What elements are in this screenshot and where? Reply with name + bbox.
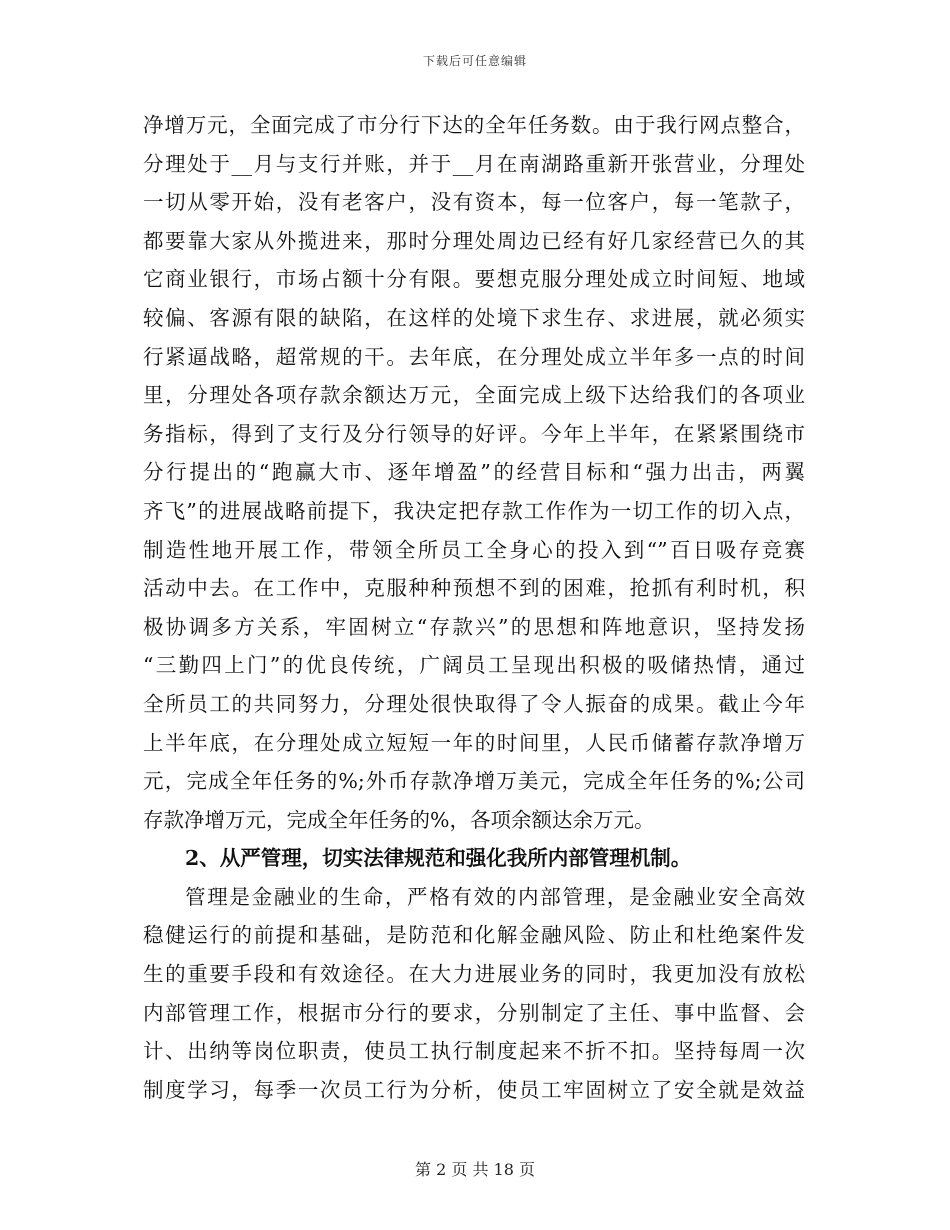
- text-line: 行紧逼战略，超常规的干。去年底，在分理处成立半年多一点的时间: [143, 344, 805, 369]
- text-line: 都要靠大家从外揽进来，那时分理处周边已经有好几家经营已久的其: [143, 228, 805, 253]
- text-line: 稳健运行的前提和基础，是防范和化解金融风险、防止和杜绝案件发: [143, 923, 805, 948]
- section-heading: 2、从严管理，切实法律规范和强化我所内部管理机制。: [185, 846, 692, 871]
- text-line: 元，完成全年任务的%;外币存款净增万美元，完成全年任务的%;公司: [143, 769, 805, 794]
- text-line: 制度学习，每季一次员工行为分析，使员工牢固树立了安全就是效益: [143, 1077, 805, 1102]
- text-line: 内部管理工作，根据市分行的要求，分别制定了主任、事中监督、会: [143, 1000, 805, 1025]
- text-line: 净增万元，全面完成了市分行下达的全年任务数。由于我行网点整合，: [143, 113, 805, 137]
- text-line: 存款净增万元，完成全年任务的%，各项余额达余万元。: [143, 807, 655, 832]
- text-line: 它商业银行，市场占额十分有限。要想克服分理处成立时间短、地域: [143, 267, 805, 292]
- page-header: 下载后可任意编辑: [422, 54, 527, 68]
- text-line: 里，分理处各项存款余额达万元，全面完成上级下达给我们的各项业: [143, 383, 805, 408]
- text-line: 活动中去。在工作中，克服种种预想不到的困难，抢抓有利时机，积: [143, 576, 805, 601]
- text-line: 务指标，得到了支行及分行领导的好评。今年上半年，在紧紧围绕市: [143, 421, 805, 446]
- text-line: 一切从零开始，没有老客户，没有资本，每一位客户，每一笔款子，: [143, 190, 805, 215]
- text-line: 管理是金融业的生命，严格有效的内部管理，是金融业安全高效: [185, 884, 805, 909]
- text-line: 计、出纳等岗位职责，使员工执行制度起来不折不扣。坚持每周一次: [143, 1039, 805, 1064]
- text-line: 齐飞”的进展战略前提下，我决定把存款工作作为一切工作的切入点，: [143, 498, 805, 523]
- text-line: 制造性地开展工作，带领全所员工全身心的投入到“”百日吸存竞赛: [143, 537, 805, 562]
- text-line: 极协调多方关系，牢固树立“存款兴”的思想和阵地意识，坚持发扬: [143, 614, 805, 639]
- text-line: 分行提出的“跑赢大市、逐年增盈”的经营目标和“强力出击，两翼: [143, 460, 805, 485]
- text-line: 上半年底，在分理处成立短短一年的时间里，人民币储蓄存款净增万: [143, 730, 805, 755]
- page-number-footer: 第 2 页 共 18 页: [415, 1160, 535, 1179]
- text-line: “三勤四上门”的优良传统，广阔员工呈现出积极的吸储热情，通过: [143, 653, 805, 678]
- document-body: [143, 106, 805, 1109]
- text-line: 分理处于__月与支行并账，并于__月在南湖路重新开张营业，分理处: [143, 151, 805, 176]
- text-line: 全所员工的共同努力，分理处很快取得了令人振奋的成果。截止今年: [143, 691, 805, 716]
- text-line: 生的重要手段和有效途径。在大力进展业务的同时，我更加没有放松: [143, 962, 805, 987]
- text-line: 较偏、客源有限的缺陷，在这样的处境下求生存、求进展，就必须实: [143, 305, 805, 330]
